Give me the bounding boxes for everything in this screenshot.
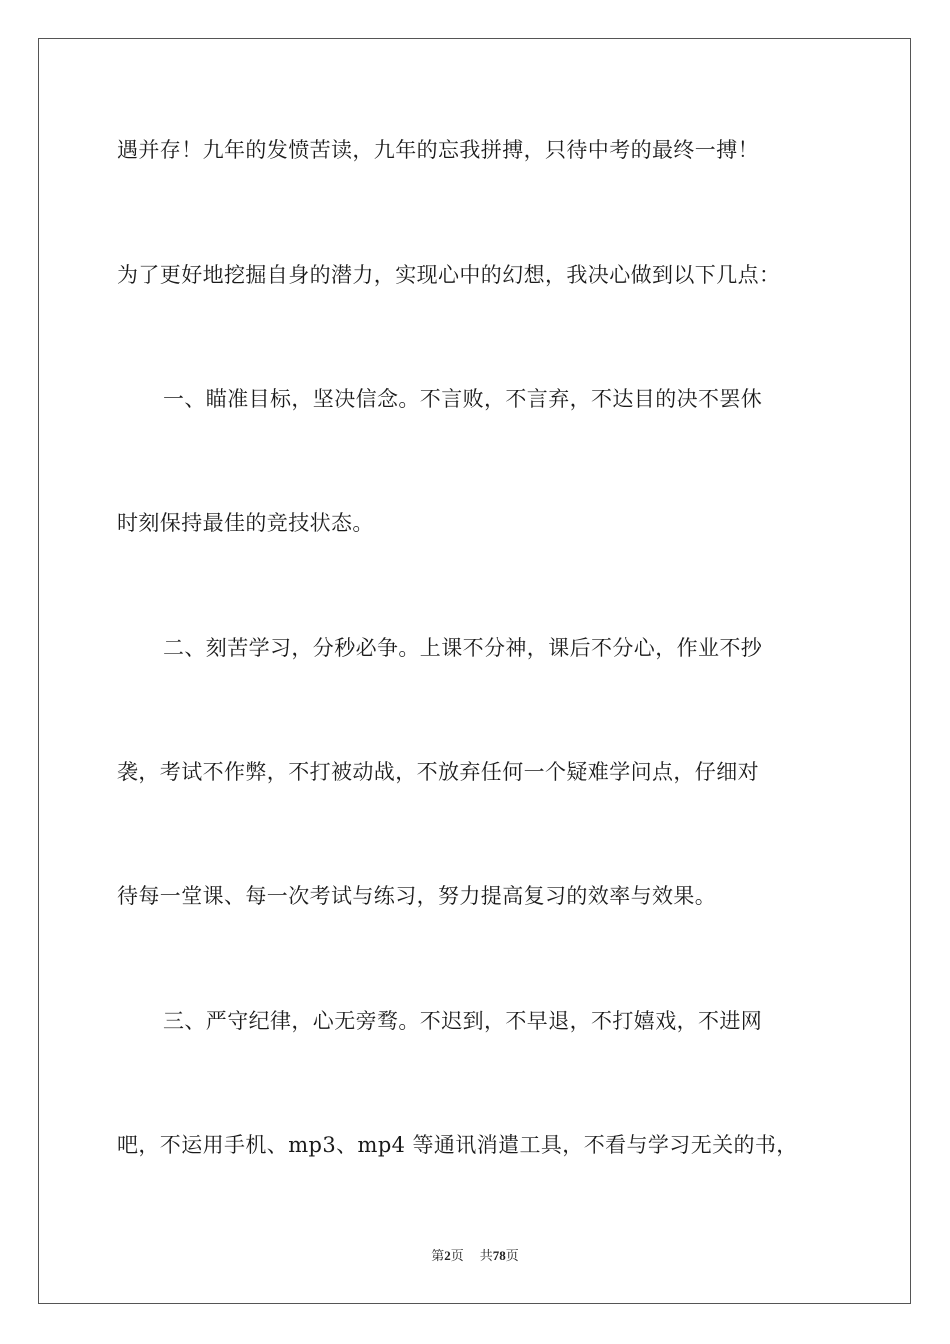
page-prefix: 第 <box>431 1249 445 1264</box>
paragraph-line-4: 时刻保持最佳的竞技状态。 <box>117 511 374 535</box>
total-prefix: 共 <box>479 1249 493 1264</box>
total-suffix: 页 <box>505 1249 519 1264</box>
paragraph-line-8: 三、严守纪律，心无旁骛。不迟到，不早退，不打嬉戏，不进网 <box>163 1009 763 1033</box>
page-suffix: 页 <box>450 1249 464 1264</box>
paragraph-line-3: 一、瞄准目标，坚决信念。不言败，不言弃，不达目的决不罢休 <box>163 387 763 411</box>
paragraph-line-7: 待每一堂课、每一次考试与练习，努力提高复习的效率与效果。 <box>117 884 717 908</box>
paragraph-line-2: 为了更好地挖掘自身的潜力，实现心中的幻想，我决心做到以下几点： <box>117 263 781 287</box>
page-current: 2 <box>444 1248 451 1263</box>
paragraph-line-6: 袭，考试不作弊，不打被动战，不放弃任何一个疑难学问点，仔细对 <box>117 760 759 784</box>
page-footer <box>0 1247 950 1266</box>
paragraph-line-5: 二、刻苦学习，分秒必争。上课不分神，课后不分心，作业不抄 <box>163 636 763 660</box>
paragraph-line-9: 吧，不运用手机、mp3、mp4 等通讯消遣工具，不看与学习无关的书， <box>117 1133 798 1157</box>
paragraph-line-1: 遇并存！九年的发愤苦读，九年的忘我拼搏，只待中考的最终一搏！ <box>117 138 759 162</box>
page-border <box>38 38 911 1304</box>
page-total: 78 <box>492 1248 506 1263</box>
